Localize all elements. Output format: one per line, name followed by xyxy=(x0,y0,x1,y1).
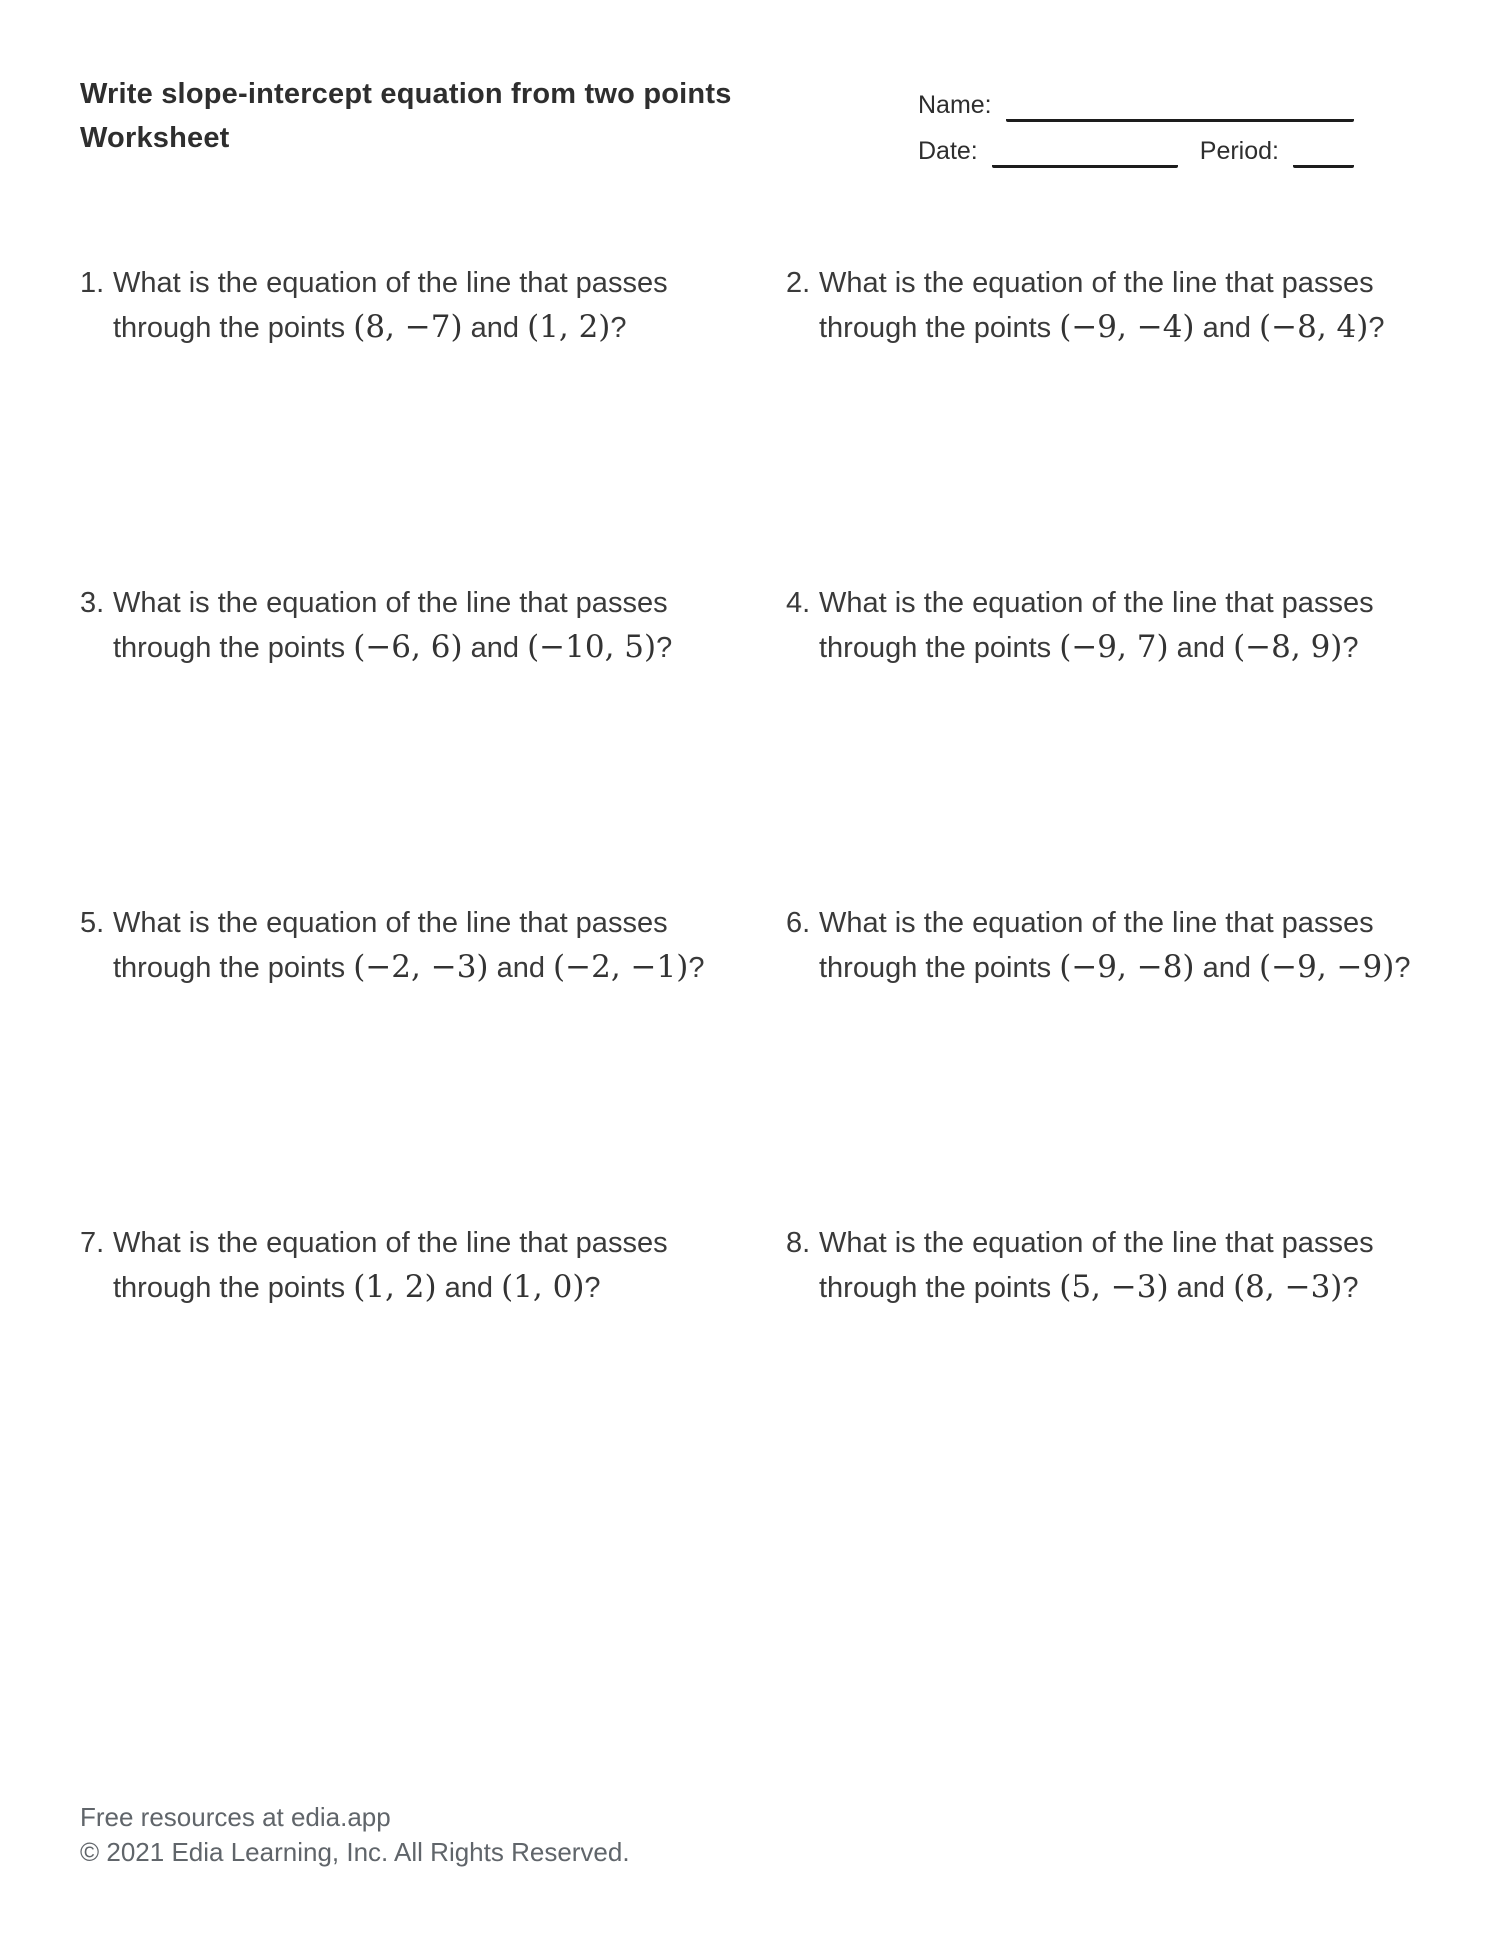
question-4-line1: What is the equation of the line that passes xyxy=(819,587,1374,619)
question-4-point-2: (−8, 9) xyxy=(1233,629,1343,665)
name-label: Name: xyxy=(918,91,992,119)
question-1-line2: through the points (8, −7) and (1, 2)? xyxy=(113,309,627,345)
question-3-text xyxy=(113,581,786,670)
question-7-point-1: (1, 2) xyxy=(353,1269,437,1305)
question-8-number: 8. xyxy=(786,1227,811,1259)
question-8-text xyxy=(819,1221,1410,1310)
name-blank-line xyxy=(1006,112,1354,122)
question-7-line1: What is the equation of the line that passes xyxy=(113,1227,668,1259)
question-3-point-2: (−10, 5) xyxy=(527,629,657,665)
question-2-point-2: (−8, 4) xyxy=(1259,309,1369,345)
page-footer xyxy=(80,1800,630,1870)
question-3-line2: through the points (−6, 6) and (−10, 5)? xyxy=(113,629,673,665)
date-blank-line xyxy=(992,158,1178,168)
question-2 xyxy=(786,261,1410,581)
question-5-line2: through the points (−2, −3) and (−2, −1)? xyxy=(113,949,705,985)
question-5-point-2: (−2, −1) xyxy=(553,949,689,985)
question-7-line2: through the points (1, 2) and (1, 0)? xyxy=(113,1269,601,1305)
question-4-number: 4. xyxy=(786,587,811,619)
question-2-text xyxy=(819,261,1410,350)
question-5-point-1: (−2, −3) xyxy=(353,949,489,985)
question-6-point-1: (−9, −8) xyxy=(1059,949,1195,985)
question-5-line1: What is the equation of the line that passes xyxy=(113,907,668,939)
question-2-point-1: (−9, −4) xyxy=(1059,309,1195,345)
question-3-number: 3. xyxy=(80,587,105,619)
question-6-line1: What is the equation of the line that passes xyxy=(819,907,1374,939)
question-4-point-1: (−9, 7) xyxy=(1059,629,1169,665)
question-5-number: 5. xyxy=(80,907,105,939)
question-5-text xyxy=(113,901,786,990)
worksheet-title-line1: Write slope-intercept equation from two points xyxy=(80,78,732,110)
question-3-line1: What is the equation of the line that passes xyxy=(113,587,668,619)
question-5 xyxy=(80,901,786,1221)
name-field-row xyxy=(918,88,1354,122)
worksheet-title-line2: Worksheet xyxy=(80,122,230,154)
question-2-line1: What is the equation of the line that passes xyxy=(819,267,1374,299)
question-1-point-2: (1, 2) xyxy=(527,309,611,345)
question-8-line2: through the points (5, −3) and (8, −3)? xyxy=(819,1269,1359,1305)
question-1-number: 1. xyxy=(80,267,105,299)
question-3 xyxy=(80,581,786,901)
worksheet-title xyxy=(80,72,732,160)
question-7 xyxy=(80,1221,786,1541)
question-6-number: 6. xyxy=(786,907,811,939)
period-label: Period: xyxy=(1199,137,1279,165)
footer-resources-text: Free resources at edia.app xyxy=(80,1802,391,1832)
question-6-line2: through the points (−9, −8) and (−9, −9)? xyxy=(819,949,1411,985)
question-6-text xyxy=(819,901,1410,990)
question-1 xyxy=(80,261,786,581)
question-8-line1: What is the equation of the line that passes xyxy=(819,1227,1374,1259)
question-4 xyxy=(786,581,1410,901)
period-blank-line xyxy=(1293,158,1354,168)
question-7-point-2: (1, 0) xyxy=(501,1269,585,1305)
question-2-number: 2. xyxy=(786,267,811,299)
question-7-text xyxy=(113,1221,786,1310)
questions-grid xyxy=(80,261,1410,1541)
question-1-point-1: (8, −7) xyxy=(353,309,463,345)
question-3-point-1: (−6, 6) xyxy=(353,629,463,665)
question-6 xyxy=(786,901,1410,1221)
question-7-number: 7. xyxy=(80,1227,105,1259)
date-period-field-row xyxy=(918,134,1354,168)
date-label: Date: xyxy=(918,137,978,165)
question-6-point-2: (−9, −9) xyxy=(1259,949,1395,985)
student-fields xyxy=(918,88,1354,168)
footer-copyright-text: © 2021 Edia Learning, Inc. All Rights Reserved. xyxy=(80,1837,630,1867)
question-4-line2: through the points (−9, 7) and (−8, 9)? xyxy=(819,629,1359,665)
question-2-line2: through the points (−9, −4) and (−8, 4)? xyxy=(819,309,1385,345)
question-1-text xyxy=(113,261,786,350)
question-4-text xyxy=(819,581,1410,670)
question-1-line1: What is the equation of the line that passes xyxy=(113,267,668,299)
question-8-point-1: (5, −3) xyxy=(1059,1269,1169,1305)
question-8 xyxy=(786,1221,1410,1541)
question-8-point-2: (8, −3) xyxy=(1233,1269,1343,1305)
